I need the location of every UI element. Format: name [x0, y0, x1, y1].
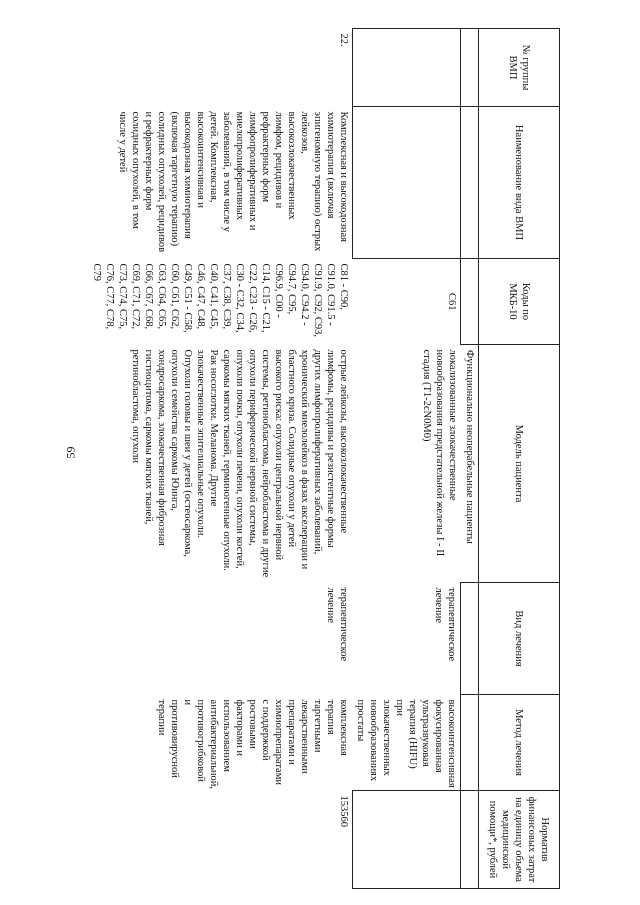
cell-icd-codes: C61: [446, 292, 458, 311]
table-row: [353, 29, 462, 889]
cell-empty: [353, 107, 462, 259]
cell-empty: [461, 583, 479, 695]
header-patient-model: Модель пациента: [479, 345, 560, 583]
table-row: [461, 29, 479, 889]
cell-patient-model: локализованные злокачественные новообразования предстательной железы I - II стадия (T1-2cN0M0): [421, 349, 458, 557]
cell-empty: [353, 29, 462, 107]
cell-patient-model: Функционально неоперабельные пациенты: [464, 350, 475, 544]
cell-treatment-type: терапевтическое лечение: [325, 587, 350, 662]
header-treatment-method: Метод лечения: [479, 695, 560, 791]
cell-treatment-method: высокоинтенсивная фокусированная ультразвуковая терапия (HIFU) при злокачественных новообразованиях простаты: [355, 699, 458, 788]
cell-empty: [461, 695, 479, 791]
cell-cost-norm: 153560: [338, 795, 349, 827]
cell-treatment-method: комплексная терапия таргетными лекарственными препаратами и химиопрепаратами с поддержкой ростовыми факторами и использованием антибактериальной, противогрибковой и противовирусной терапии: [156, 699, 350, 789]
cell-vmp-name: Комплексная и высокодозная химиотерапия (включая эпигеномную терапию) острых лейкозов, высокозлокачественных лимфом, рецидивов и рефрактерных форм лимфопролиферативных и миелопролиферативных заболеваний, в том числе у детей. Комплексная, высокоинтенсивная и высокодозная химиотерапия (включая таргетную терапию) солидных опухолей, рецидивов и рефрактерных форм солидных опухолей, в том числе у детей: [117, 111, 349, 253]
cell-empty: [461, 259, 479, 345]
header-vmp-name: Наименование вида ВМП: [479, 107, 560, 259]
header-icd-codes: Коды по МКБ-10: [479, 259, 560, 345]
table-header-row: [479, 29, 560, 889]
cell-patient-model: острые лейкозы, высокозлокачественные лимфомы, рецидивы и резистентные формы других лимфопролиферативных заболеваний, хронический миелолейкоз в фазах акселерации и бластного криза. Солидные опухоли у детей высокого риска: опухоли центральной нервной системы, ретинобластома, нейробластома и другие опухоли периферической нервной системы, опухоли почки, опухоли печени, опухоли костей, саркомы мягких тканей, герминогенные опухоли. Рак носоглотки. Меланома. Другие злокачественные эпителиальные опухоли. Опухоли головы и шеи у детей (остеосаркома, опухоли семейства саркомы Юинга, хондросаркома, злокачественная фиброзная гистиоцитома, саркомы мягких тканей, ретинобластома, опухоли: [130, 349, 350, 578]
header-group-no: № группы ВМП: [479, 29, 560, 107]
cell-empty: [461, 791, 479, 889]
cell-icd-codes: C81 - C90, C91.0, C91.5 - C91.9, C92, C93, C94.0, C94.2 - C94.7, C95, C96.9, C00 - C14, C15 - C21, C22, C23 - C26, C30 - C32, C34, C37, C38, C39, C40, C41, C45, C46, C47, C48, C49, C51 - C58, C60, C61, C62, C63, C64, C65, C66, C67, C68, C69, C71, C72, C73, C74, C75, C76, C77, C78, C79: [91, 263, 350, 338]
cell-group-no: 22.: [338, 33, 349, 47]
vmp-table: [89, 28, 561, 889]
header-cost-norm: Норматив финансовых затрат на единицу объема медицинской помощи*, рублей: [479, 791, 560, 889]
header-treatment-type: Вид лечения: [479, 583, 560, 695]
table-row: [89, 29, 353, 889]
cell-empty: [461, 107, 479, 259]
cell-treatment-type: терапевтическое лечение: [433, 587, 458, 662]
rotated-page: [91, 28, 560, 888]
cell-empty: [461, 29, 479, 107]
page-number: 59: [63, 446, 78, 459]
cell-empty: [353, 791, 462, 889]
